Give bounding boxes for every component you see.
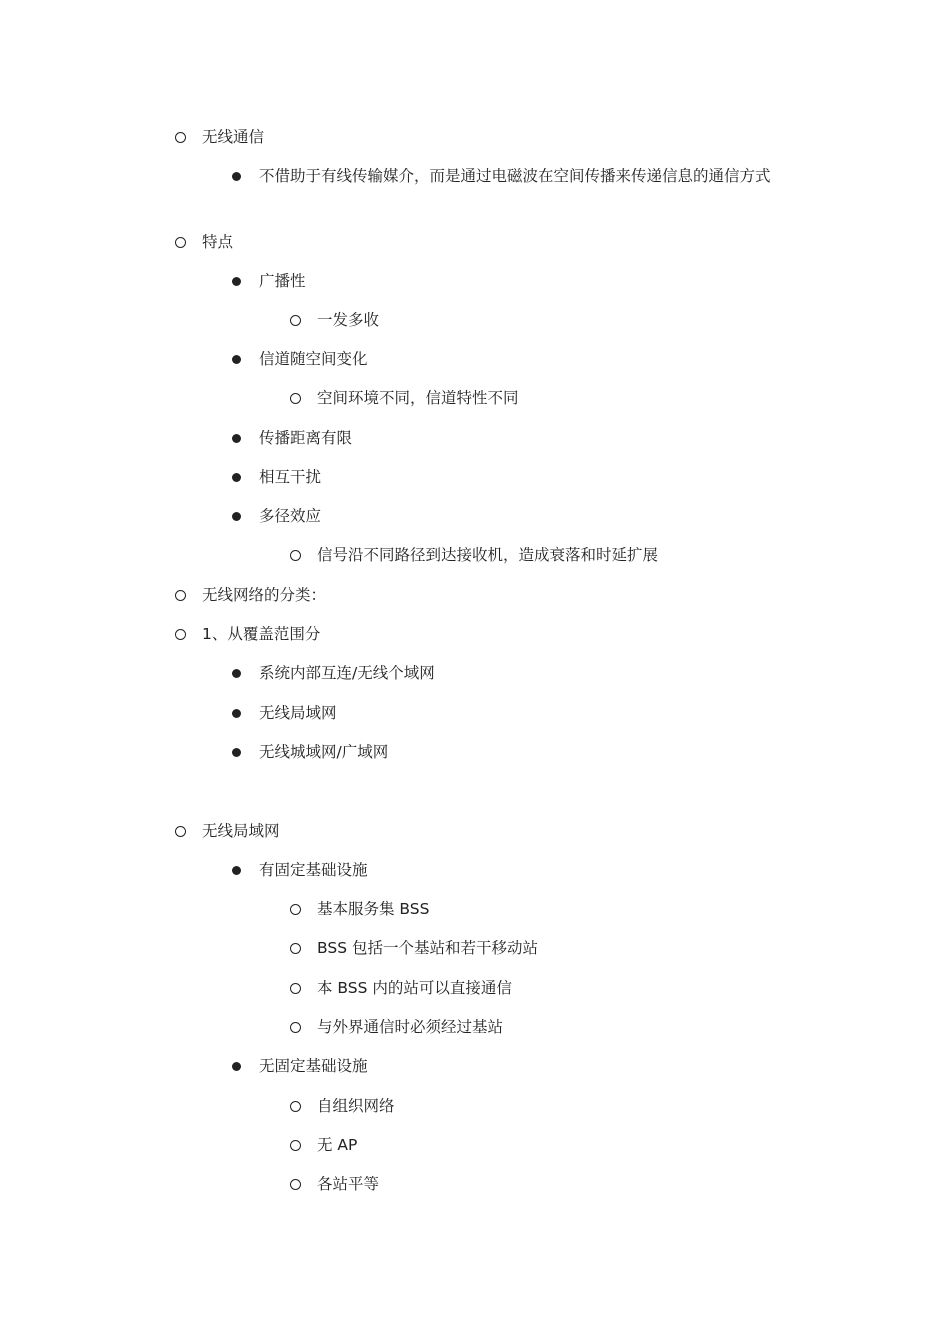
outline-item-text: 无固定基础设施	[259, 1057, 368, 1075]
outline-item-text: 系统内部互连/无线个域网	[259, 664, 435, 682]
outline-item-text: 相互干扰	[259, 468, 322, 486]
outline-item-text: 无线城域网/广域网	[259, 743, 389, 761]
hollow-bullet-icon	[290, 315, 301, 326]
outline-item-level-2	[259, 463, 819, 491]
outline-item-level-3	[317, 1131, 357, 1159]
hollow-bullet-icon	[175, 590, 186, 601]
filled-bullet-icon	[232, 709, 241, 718]
outline-item-text: 与外界通信时必须经过基站	[317, 1018, 504, 1036]
filled-bullet-icon	[232, 866, 241, 875]
outline-item-level-3	[317, 934, 538, 962]
outline-item-level-1	[202, 620, 320, 648]
outline-item-level-2	[259, 162, 819, 190]
outline-item-level-2	[259, 659, 819, 687]
outline-item-level-1	[202, 581, 326, 609]
outline-item-text: 传播距离有限	[259, 429, 353, 447]
outline-item-level-1	[202, 123, 264, 151]
hollow-bullet-icon	[290, 904, 301, 915]
outline-item-text: 本 BSS 内的站可以直接通信	[317, 979, 512, 997]
hollow-bullet-icon	[290, 393, 301, 404]
filled-bullet-icon	[232, 669, 241, 678]
outline-item-level-2	[259, 699, 819, 727]
hollow-bullet-icon	[175, 132, 186, 143]
hollow-bullet-icon	[175, 237, 186, 248]
filled-bullet-icon	[232, 277, 241, 286]
outline-item-text: 一发多收	[317, 311, 380, 329]
hollow-bullet-icon	[290, 1022, 301, 1033]
outline-item-text: 有固定基础设施	[259, 861, 368, 879]
outline-item-level-2	[259, 1052, 819, 1080]
hollow-bullet-icon	[290, 550, 301, 561]
outline-item-level-2	[259, 267, 819, 295]
outline-item-level-2	[259, 424, 819, 452]
outline-item-text: 特点	[202, 233, 234, 251]
filled-bullet-icon	[232, 1062, 241, 1071]
outline-item-text: 广播性	[259, 272, 306, 290]
outline-item-level-1	[202, 817, 280, 845]
outline-item-level-3	[317, 895, 429, 923]
hollow-bullet-icon	[290, 943, 301, 954]
filled-bullet-icon	[232, 512, 241, 521]
outline-item-level-2	[259, 345, 819, 373]
filled-bullet-icon	[232, 748, 241, 757]
outline-item-level-2	[259, 738, 819, 766]
outline-item-level-3	[317, 974, 512, 1002]
outline-item-text: 信道随空间变化	[259, 350, 368, 368]
hollow-bullet-icon	[175, 629, 186, 640]
outline-item-text: 空间环境不同，信道特性不同	[317, 389, 519, 407]
hollow-bullet-icon	[290, 1179, 301, 1190]
filled-bullet-icon	[232, 434, 241, 443]
outline-item-text: 无线局域网	[259, 704, 337, 722]
outline-item-level-3	[317, 384, 519, 412]
outline-item-text: 多径效应	[259, 507, 322, 525]
outline-item-text: 无线通信	[202, 128, 265, 146]
outline-item-level-3	[317, 1013, 503, 1041]
outline-item-level-2	[259, 502, 819, 530]
outline-item-text: 自组织网络	[317, 1097, 395, 1115]
outline-item-text: 各站平等	[317, 1175, 380, 1193]
outline-item-text: 信号沿不同路径到达接收机，造成衰落和时延扩展	[317, 546, 659, 564]
outline-item-level-2	[259, 856, 819, 884]
hollow-bullet-icon	[290, 983, 301, 994]
hollow-bullet-icon	[290, 1140, 301, 1151]
outline-item-text: 无 AP	[317, 1136, 358, 1154]
hollow-bullet-icon	[175, 826, 186, 837]
outline-item-text: 基本服务集 BSS	[317, 900, 430, 918]
filled-bullet-icon	[232, 172, 241, 181]
outline-item-level-3	[317, 1170, 379, 1198]
outline-item-text: 无线局域网	[202, 822, 280, 840]
outline-item-level-3	[317, 1092, 395, 1120]
outline-item-level-3	[317, 541, 658, 569]
outline-item-level-1	[202, 228, 233, 256]
filled-bullet-icon	[232, 355, 241, 364]
outline-item-text: BSS 包括一个基站和若干移动站	[317, 939, 538, 957]
outline-item-level-3	[317, 306, 379, 334]
outline-item-text: 不借助于有线传输媒介，而是通过电磁波在空间传播来传递信息的通信方式	[259, 167, 771, 185]
outline-item-text: 无线网络的分类：	[202, 586, 327, 604]
outline-item-text: 1、从覆盖范围分	[202, 625, 321, 643]
hollow-bullet-icon	[290, 1101, 301, 1112]
filled-bullet-icon	[232, 473, 241, 482]
